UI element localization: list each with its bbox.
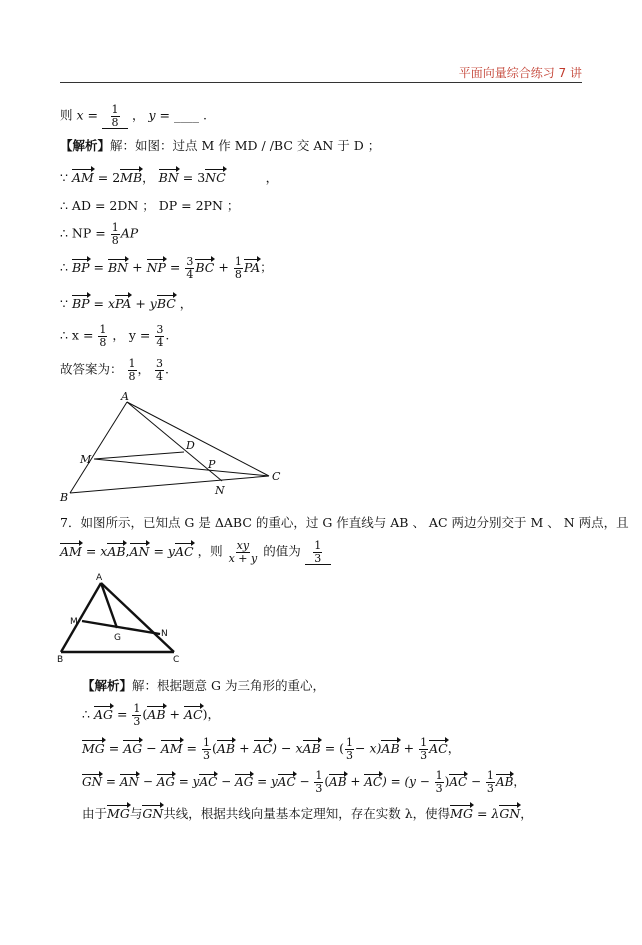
step-text: − x) [355,740,382,756]
segment-ab [61,583,101,652]
final-answer-label: 故答案为： [60,361,123,377]
comma: ， [447,740,461,756]
frac-den: 8 [128,369,136,383]
var-y: y [148,107,156,123]
question-7-text: 7．如图所示，已知点 G 是 ΔABC 的重心，过 G 作直线与 AB 、 AC 两边分别交于 M 、 N 两点，且 [60,515,629,530]
eq-y: = y [257,774,278,789]
vector-ag: AG [93,706,113,722]
solution-7-step-1 [82,703,220,727]
answer-prefix: 则 [60,107,73,123]
eq-x: = x [93,296,116,311]
vector-ac: AC [174,543,194,559]
frac-num: 1 [420,736,428,749]
vector-ac: AC [253,740,273,756]
comma: ， [513,774,526,789]
label-p: P [208,458,216,471]
vector-ab: AB [495,774,514,789]
vector-ab: AB [216,740,236,756]
vector-ag: AG [156,774,175,789]
vector-bc: BC [195,259,215,275]
label-b: B [60,491,69,504]
vector-pa: PA [243,259,261,275]
frac-num: 1 [133,702,141,715]
label-g: G [114,633,121,643]
vector-bp: BP [71,259,90,275]
fraction [314,770,323,794]
therefore-symbol: ∴ [82,706,90,722]
vector-bn: BN [108,259,129,275]
frac-den: 3 [435,781,443,795]
paren: ( [324,774,330,789]
label-m: M [70,617,78,627]
vector-mb: MB [120,170,143,185]
label-a: A [121,390,129,403]
frac-den: 8 [234,267,242,281]
equals: = [93,259,105,275]
vector-am: AM [60,543,82,559]
fraction [419,737,428,761]
vector-np: NP [146,259,166,275]
comma: ， [179,296,193,311]
step-text: ∴ NP = [60,225,106,241]
step-text: ) = (y − [382,774,430,789]
vector-pa: PA [115,296,132,311]
paren: ( [212,740,217,756]
solution-7-step-2 [82,737,460,761]
eq-y: = y [153,543,175,559]
label-d: D [186,439,195,452]
paren: )， [202,706,220,722]
step-text: 由于 [82,806,108,821]
frac-den: 3 [133,714,141,728]
solution-7-step-3 [82,770,525,794]
label-m: M [80,453,92,466]
eq-3: = 3 [182,170,206,185]
then-text: ，则 [197,543,223,559]
page-header: 平面向量综合练习 7 讲 [458,66,582,80]
minus: − [146,740,157,756]
var-x: x [76,107,84,123]
eq-y: = y [178,774,200,789]
fraction [486,770,495,794]
vector-ac: AC [277,774,296,789]
vector-an: AN [129,543,150,559]
frac-num: 1 [111,221,119,234]
comma: ， [265,170,279,185]
frac-den: 3 [486,781,494,795]
plus: + [169,706,180,722]
analysis-text: 解：如图：过点 M 作 MD / /BC 交 AN 于 D ； [110,138,381,153]
frac-num: 3 [156,357,163,370]
frac-num: 1 [314,539,322,552]
paren: ( [142,706,148,722]
frac-den: 8 [111,115,119,129]
label-a: A [96,573,103,583]
frac-den: 3 [420,748,428,762]
vector-ab: AB [302,740,321,756]
frac-den: x + y [228,551,258,565]
frac-num: 3 [156,323,164,336]
vector-ac: AC [429,740,448,756]
comma: ， [520,806,533,821]
value-text: 的值为 [263,543,301,559]
comma: ， [142,170,155,185]
frac-num: 1 [234,255,242,268]
vector-an: AN [119,774,139,789]
label-c: C [173,655,180,665]
minus: − [471,774,482,789]
comma: ， [132,107,145,123]
equals: = [87,107,99,123]
vector-bp: BP [71,296,90,311]
frac-num: 1 [111,103,119,116]
frac-num: 1 [486,769,494,782]
frac-den: 4 [186,267,194,281]
vector-ab: AB [107,543,126,559]
semicolon: ； [260,259,273,275]
vector-mg: MG [450,806,473,821]
fraction [202,737,211,761]
frac-den: 8 [111,233,119,247]
vector-gn: GN [142,806,164,821]
vector-mg: MG [107,806,130,821]
step-text: ， y = [112,327,151,343]
comma: ， [137,361,151,377]
vector-gn: GN [82,774,103,789]
vector-ac: AC [183,706,203,722]
vector-bc: BC [156,296,176,311]
solution-step-2: ∴ AD = 2DN ； DP = 2PN ； [60,198,240,213]
vector-nc: NC [205,170,226,185]
vector-ag: AG [123,740,143,756]
eq-2: = 2 [97,170,121,185]
vector-ab: AB [329,774,347,789]
minus: − [142,774,153,789]
plus-y: + y [135,296,157,311]
minus: − [221,774,232,789]
plus: + [403,740,415,756]
comma: , [125,543,130,559]
analysis-intro-7 [82,678,325,693]
frac-num: 1 [99,323,107,336]
because-symbol: ∵ [60,170,68,185]
equals: = [186,740,198,756]
paren: ) [444,774,450,789]
frac-num: 1 [203,736,210,749]
answer-y-blank: = ____ . [159,107,207,123]
eq-x: = x [85,543,108,559]
equals: = ( [324,740,345,756]
frac-den: 3 [315,781,323,795]
equals: = [108,740,120,756]
solution-7-step-4 [82,806,533,821]
step-text: ∴ x = [60,327,94,343]
vector-ac: AC [449,774,468,789]
minus: − [299,774,310,789]
label-n: N [215,484,225,497]
step-text: AP [120,225,139,241]
vector-am: AM [160,740,183,756]
step-text: 共线，根据共线向量基本定理知，存在实数 λ，使得 [163,806,451,821]
fraction [345,737,354,761]
frac-num: 1 [128,357,136,370]
step-text: 与 [129,806,143,821]
vector-ac: AC [364,774,383,789]
label-n: N [161,629,168,639]
plus: + [350,774,361,789]
analysis-tag: 【解析】 [82,678,133,693]
fraction [435,770,444,794]
vector-ac: AC [199,774,218,789]
therefore-symbol: ∴ [60,259,68,275]
label-c: C [272,470,281,483]
frac-num: xy [236,539,250,552]
period: . [165,327,170,343]
frac-den: 8 [99,335,107,349]
frac-den: 3 [203,748,210,762]
segment-ac [101,583,174,652]
vector-ag: AG [235,774,254,789]
equals: = [116,706,128,722]
frac-num: 3 [186,255,194,268]
analysis-tag: 【解析】 [60,138,111,153]
period: . [165,361,169,377]
frac-num: 1 [346,736,354,749]
frac-den: 4 [156,369,163,383]
vector-bn: BN [158,170,179,185]
frac-num: 1 [315,769,323,782]
fraction [132,703,141,727]
plus: + [218,259,229,275]
eq-lambda: = λ [476,806,500,821]
equals: = [169,259,181,275]
plus: + [239,740,250,756]
plus: + [132,259,143,275]
vector-gn: GN [499,806,521,821]
vector-am: AM [71,170,94,185]
label-b: B [57,655,64,665]
vector-ab: AB [381,740,400,756]
analysis-text: 解：根据题意 G 为三角形的重心， [132,678,325,693]
because-symbol: ∵ [60,296,68,311]
frac-den: 4 [156,335,164,349]
frac-den: 3 [346,748,354,762]
vector-ab: AB [147,706,166,722]
equals: = [105,774,116,789]
vector-mg: MG [82,740,105,756]
frac-num: 1 [435,769,443,782]
frac-den: 3 [314,551,322,565]
step-text: ) − x [272,740,303,756]
